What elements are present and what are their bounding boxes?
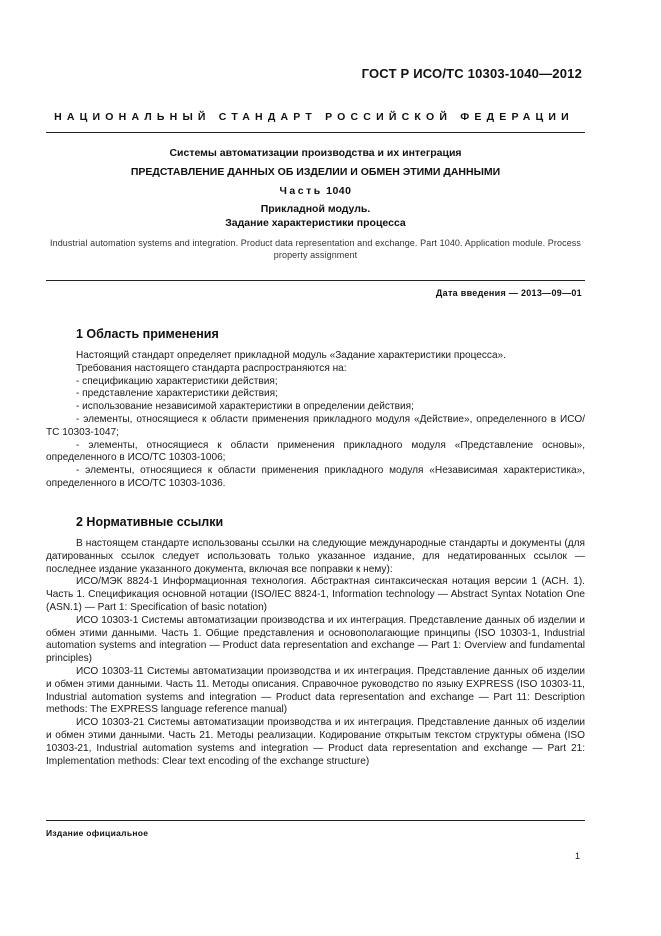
list-item: - элементы, относящиеся к области применения прикладного модуля «Независимая характеристика», определенного в ИСО/ТС 10303-1036. (46, 465, 585, 489)
module-title-line-2: Задание характеристики процесса (225, 216, 406, 229)
part-number: 1040 (326, 185, 352, 197)
list-item: - элементы, относящиеся к области применения прикладного модуля «Действие», определенного в ИСО/ТС 10303-1047; (46, 413, 585, 438)
list-item: - элементы, относящиеся к области применения прикладного модуля «Представление основы», определенного в ИСО/ТС 10303-1006; (46, 439, 585, 464)
english-title: Industrial automation systems and integration. Product data representation and exchange. Part 1040. Application module. Process property assignment (49, 238, 581, 260)
reference-item: ИСО 10303-1 Системы автоматизации производства и их интеграция. Представление данных об изделии и обмен этими данными. Часть 1. Общие представления и основополагающие принципы (ISO 10303-1, Industrial automation systems and integration — Product data representation and exchange — Part 1: Overview and fundamental principles) (46, 614, 585, 665)
national-standard-banner: НАЦИОНАЛЬНЫЙ СТАНДАРТ РОССИЙСКОЙ ФЕДЕРАЦИИ (54, 111, 574, 123)
part-designation (46, 185, 585, 197)
introduction-date: Дата введения — 2013—09—01 (435, 288, 582, 298)
module-title (46, 203, 585, 230)
module-title-line-1: Прикладной модуль. (260, 203, 371, 215)
footer-divider (46, 820, 585, 821)
top-divider (46, 132, 585, 133)
list-item: - использование независимой характеристики в определении действия; (76, 401, 414, 413)
section-2-body (46, 538, 585, 768)
series-title: Системы автоматизации производства и их интеграция (169, 147, 462, 159)
main-title: ПРЕДСТАВЛЕНИЕ ДАННЫХ ОБ ИЗДЕЛИИ И ОБМЕН ЭТИМИ ДАННЫМИ (130, 166, 501, 178)
paragraph: Настоящий стандарт определяет прикладной модуль «Задание характеристики процесса». (76, 350, 506, 361)
section-2-heading: 2 Нормативные ссылки (76, 515, 224, 529)
reference-item: ИСО 10303-11 Системы автоматизации производства и их интеграция. Представление данных об изделии и обмен этими данными. Часть 11. Методы описания. Справочное руководство по языку EXPRESS (ISO 10303-11, Industrial automation systems and integration — Product data representation and exchange — Part 11: Description methods: The EXPRESS language reference manual) (46, 665, 585, 716)
reference-item: ИСО 10303-21 Системы автоматизации производства и их интеграция. Представление данных об изделии и обмен этими данными. Часть 21. Методы реализации. Кодирование открытым текстом структуры обмена (ISO 10303-21, Industrial automation systems and integration — Product data representation and exchange — Part 21: Implementation methods: Clear text encoding of the exchange structure) (46, 717, 585, 767)
reference-item: ИСО/МЭК 8824-1 Информационная технология. Абстрактная синтаксическая нотация версии 1 (АСН. 1). Часть 1. Спецификация основной нотации (ISO/IEC 8824-1, Information technology — Abstract Syntax Notation One (ASN.1) — Part 1: Specification of basic notation) (46, 576, 585, 613)
paragraph: В настоящем стандарте использованы ссылки на следующие международные стандарты и документы (для датированных ссылок следует использовать только указанное издание, для недатированных ссылок — последнее издание указанного документа, включая все поправки к нему): (46, 538, 585, 575)
list-item: - представление характеристики действия; (76, 388, 278, 400)
paragraph: Требования настоящего стандарта распространяются на: (76, 362, 347, 374)
official-edition-label: Издание официальное (46, 828, 149, 838)
title-divider (46, 280, 585, 281)
list-item: - спецификацию характеристики действия; (76, 375, 278, 387)
document-code: ГОСТ Р ИСО/ТС 10303-1040—2012 (361, 66, 582, 81)
page-number: 1 (574, 851, 580, 861)
section-1-heading: 1 Область применения (76, 327, 219, 341)
part-label: Часть (279, 185, 323, 197)
section-1-body (46, 350, 585, 491)
